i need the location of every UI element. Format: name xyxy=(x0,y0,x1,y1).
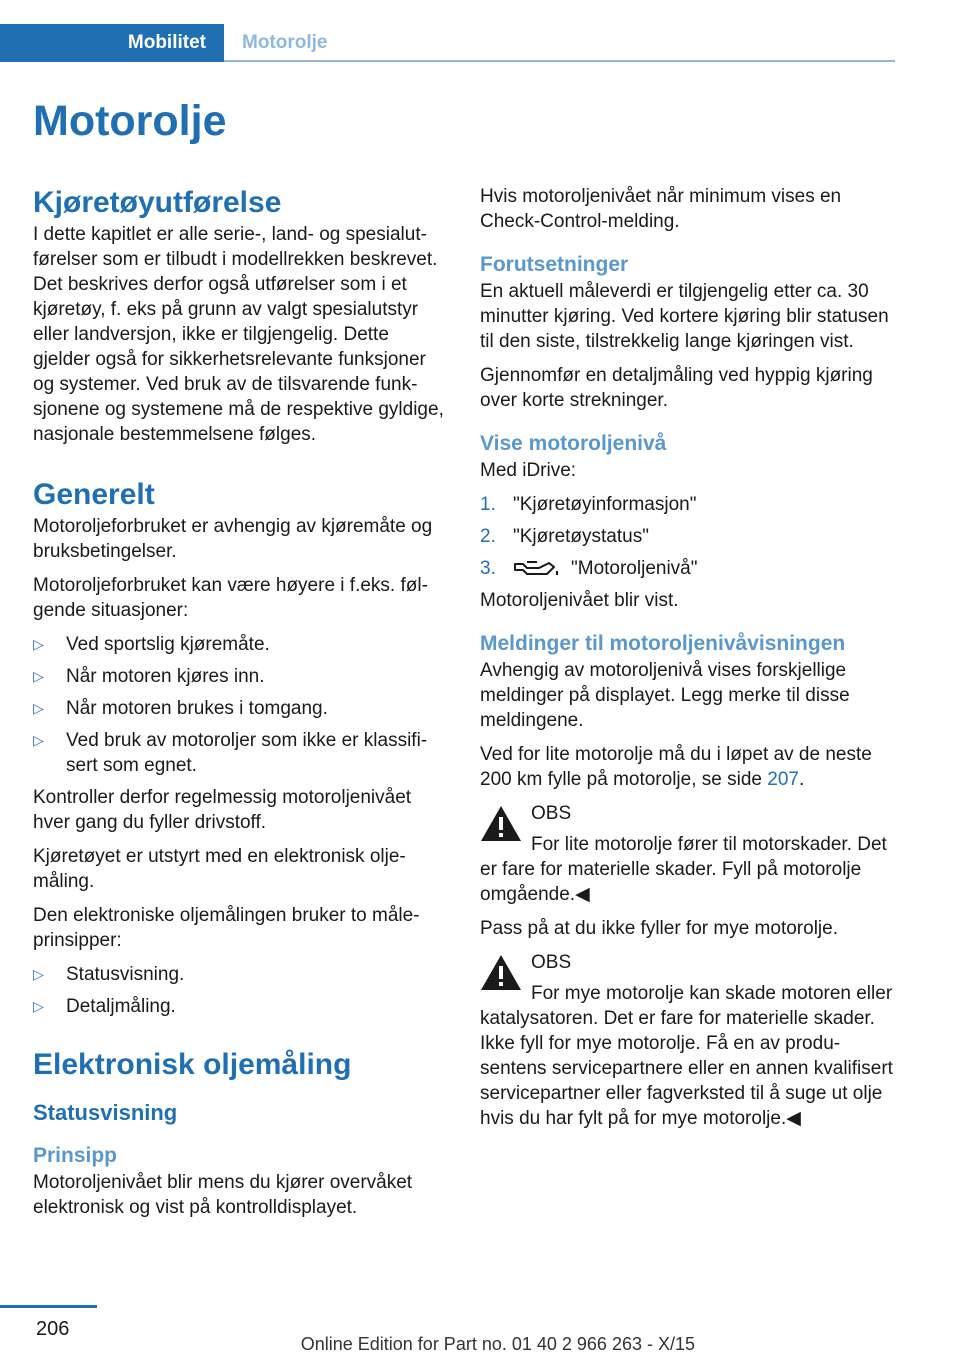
paragraph: Motoroljeforbruket er avhengig av kjøremåte og bruksbetingelser. xyxy=(33,516,433,562)
paragraph: Motoroljenivået blir vist. xyxy=(480,590,679,611)
triangle-bullet-icon: ▷ xyxy=(33,700,44,716)
paragraph: Kontroller derfor regelmessig motoroljenivået hver gang du fyller drivstoff. xyxy=(33,787,412,833)
heading-statusvisning: Statusvisning xyxy=(33,1100,178,1125)
page-link[interactable]: 207 xyxy=(767,769,799,790)
page-number: 206 xyxy=(36,1318,70,1340)
step-number: 1. xyxy=(480,494,496,515)
triangle-bullet-icon: ▷ xyxy=(33,998,44,1014)
right-column xyxy=(480,184,895,1140)
list-item xyxy=(33,994,448,1019)
numbered-list xyxy=(480,492,895,581)
warning-text: For lite motorolje fører til motorskader. Det er fare for materielle skader. Fyll på motorolje omgående.◀ xyxy=(480,834,887,905)
list-item xyxy=(480,492,895,517)
heading-kjoretoyutforelse: Kjøretøyutførelse xyxy=(33,186,282,219)
paragraph: Kjøretøyet er utstyrt med en elektronisk oljemåling. xyxy=(33,846,406,892)
list-item-text: Ved sportslig kjøremåte. xyxy=(66,634,270,655)
list-item-text: Statusvisning. xyxy=(66,964,185,985)
paragraph: Med iDrive: xyxy=(480,460,577,481)
list-item-text: Når motoren kjøres inn. xyxy=(66,666,265,687)
footer-divider xyxy=(0,1305,97,1308)
triangle-bullet-icon: ▷ xyxy=(33,636,44,652)
paragraph: Hvis motoroljenivået når minimum vises en Check-Control-melding. xyxy=(480,186,842,232)
triangle-bullet-icon: ▷ xyxy=(33,966,44,982)
list-item xyxy=(33,962,448,987)
warning-title: OBS xyxy=(531,952,572,973)
paragraph-text: . xyxy=(798,769,805,790)
list-item xyxy=(480,524,895,549)
tab-mobilitet[interactable] xyxy=(0,24,224,62)
paragraph: Gjennomfør en detaljmåling ved hyppig kjøring over korte strekninger. xyxy=(480,365,873,411)
warning-box xyxy=(480,950,895,1131)
tab-mobilitet-label: Mobilitet xyxy=(127,32,206,53)
heading-generelt: Generelt xyxy=(33,478,155,511)
heading-meldinger: Meldinger til motoroljenivåvisningen xyxy=(480,632,846,655)
edition-note: Online Edition for Part no. 01 40 2 966 263 - X/15 xyxy=(300,1334,695,1354)
paragraph: Den elektroniske oljemålingen bruker to måleprinsipper: xyxy=(33,905,420,951)
paragraph-text: Ved for lite motorolje må du i løpet av de neste 200 km fylle på motorolje, se side xyxy=(480,744,872,790)
list-item xyxy=(33,632,448,657)
oil-can-icon xyxy=(513,559,563,579)
step-text: "Kjøretøystatus" xyxy=(513,526,649,547)
heading-vise-motoroljeniva: Vise motoroljenivå xyxy=(480,432,667,455)
warning-icon xyxy=(480,805,522,842)
list-item xyxy=(480,556,895,581)
page-title: Motorolje xyxy=(33,97,227,145)
paragraph: Pass på at du ikke fyller for mye motorolje. xyxy=(480,918,838,939)
warning-title: OBS xyxy=(531,803,572,824)
step-number: 3. xyxy=(480,558,496,579)
header-divider xyxy=(224,60,895,62)
bullet-list xyxy=(33,962,448,1019)
bullet-list xyxy=(33,632,448,778)
step-number: 2. xyxy=(480,526,496,547)
heading-prinsipp: Prinsipp xyxy=(33,1144,118,1167)
tab-motorolje[interactable]: Motorolje xyxy=(242,32,328,53)
left-column xyxy=(33,184,448,1229)
triangle-bullet-icon: ▷ xyxy=(33,732,44,748)
list-item xyxy=(33,728,448,778)
list-item-text: Når motoren brukes i tomgang. xyxy=(66,698,328,719)
paragraph: En aktuell måleverdi er tilgjengelig etter ca. 30 minutter kjøring. Ved kortere kjøring blir statusen til den siste, tilstrekkelig lange kjøringen vist. xyxy=(480,281,889,352)
step-text: "Motoroljenivå" xyxy=(571,558,698,579)
warning-icon xyxy=(480,954,522,991)
paragraph: Motoroljenivået blir mens du kjører overvåket elektronisk og vist på kontrolldisplayet. xyxy=(33,1172,413,1218)
header-tabs xyxy=(0,24,895,62)
heading-forutsetninger: Forutsetninger xyxy=(480,253,629,276)
list-item-text: Detaljmåling. xyxy=(66,996,176,1017)
heading-elektronisk-oljemaling: Elektronisk oljemåling xyxy=(33,1048,352,1081)
warning-box xyxy=(480,801,895,907)
triangle-bullet-icon: ▷ xyxy=(33,668,44,684)
paragraph: I dette kapitlet er alle serie-, land- og spesialutførelser som er tilbudt i modellrekken beskrevet. Det beskrives derfor også utførelser som i et kjøretøy, f. eks på grunn av valgt spesialutstyr eller landversjon, ikke er tilgjengelig. Dette gjelder også for sikkerhetsrelevante funksjoner og systemer. Ved bruk av de tilsvarende funksjonene og systemene må de respektive gyldige, nasjonale bestemmelsene følges. xyxy=(33,224,444,445)
warning-text: For mye motorolje kan skade motoren eller katalysatoren. Det er fare for materielle skader. Ikke fyll for mye motorolje. Få en av produsentens servicepartnere eller en annen kvalifisert servicepartner eller fagverksted til å suge ut olje hvis du har fylt på for mye motorolje.◀ xyxy=(480,983,893,1129)
list-item xyxy=(33,664,448,689)
paragraph: Motoroljeforbruket kan være høyere i f.eks. følgende situasjoner: xyxy=(33,575,428,621)
list-item-text: Ved bruk av motoroljer som ikke er klassifisert som egnet. xyxy=(66,730,428,776)
step-text: "Kjøretøyinformasjon" xyxy=(513,494,697,515)
paragraph: Avhengig av motoroljenivå vises forskjellige meldinger på displayet. Legg merke til disse meldingene. xyxy=(480,660,850,731)
list-item xyxy=(33,696,448,721)
paragraph xyxy=(480,742,895,792)
